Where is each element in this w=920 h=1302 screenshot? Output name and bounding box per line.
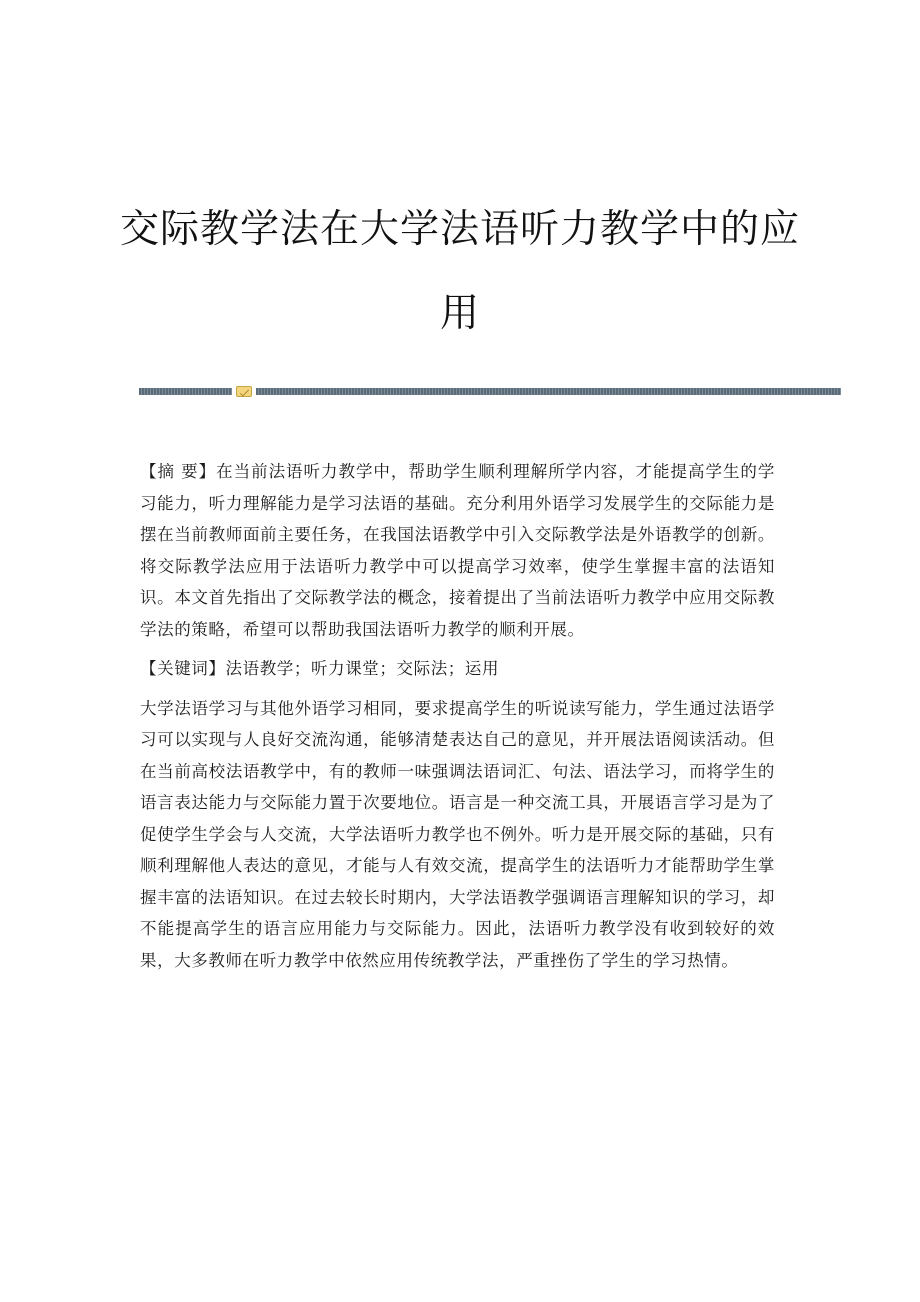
abstract-text: 在当前法语听力教学中，帮助学生顺利理解所学内容，才能提高学生的学习能力，听力理解能力是学习法语的基础。充分利用外语学习发展学生的交际能力是摆在当前教师面前主要任务，在我国法语教学中引入交际教学法是外语教学的创新。将交际教学法应用于法语听力教学中可以提高学习效率，使学生掌握丰富的法语知识。本文首先指出了交际教学法的概念，接着提出了当前法语听力教学中应用交际教学法的策略，希望可以帮助我国法语听力教学的顺利开展。 bbox=[140, 462, 776, 639]
ornament-icon bbox=[236, 386, 252, 397]
keywords-paragraph bbox=[140, 653, 775, 685]
keywords-text: 法语教学；听力课堂；交际法；运用 bbox=[225, 659, 500, 678]
document-content bbox=[140, 456, 775, 984]
abstract-label: 【摘 要】 bbox=[140, 462, 217, 481]
divider-bar-right bbox=[256, 388, 841, 395]
document-title: 交际教学法在大学法语听力教学中的应用 bbox=[119, 207, 800, 336]
keywords-label: 【关键词】 bbox=[140, 659, 226, 678]
title-divider bbox=[139, 386, 841, 396]
divider-bar-left bbox=[139, 388, 232, 395]
abstract-paragraph bbox=[140, 456, 775, 645]
body-paragraph: 大学法语学习与其他外语学习相同，要求提高学生的听说读写能力，学生通过法语学习可以实现与人良好交流沟通，能够清楚表达自己的意见，并开展法语阅读活动。但在当前高校法语教学中，有的教师一味强调法语词汇、句法、语法学习，而将学生的语言表达能力与交际能力置于次要地位。语言是一种交流工具，开展语言学习是为了促使学生学会与人交流，大学法语听力教学也不例外。听力是开展交际的基础，只有顺利理解他人表达的意见，才能与人有效交流，提高学生的法语听力才能帮助学生掌握丰富的法语知识。在过去较长时期内，大学法语教学强调语言理解知识的学习，却不能提高学生的语言应用能力与交际能力。因此，法语听力教学没有收到较好的效果，大多教师在听力教学中依然应用传统教学法，严重挫伤了学生的学习热情。 bbox=[140, 698, 775, 970]
